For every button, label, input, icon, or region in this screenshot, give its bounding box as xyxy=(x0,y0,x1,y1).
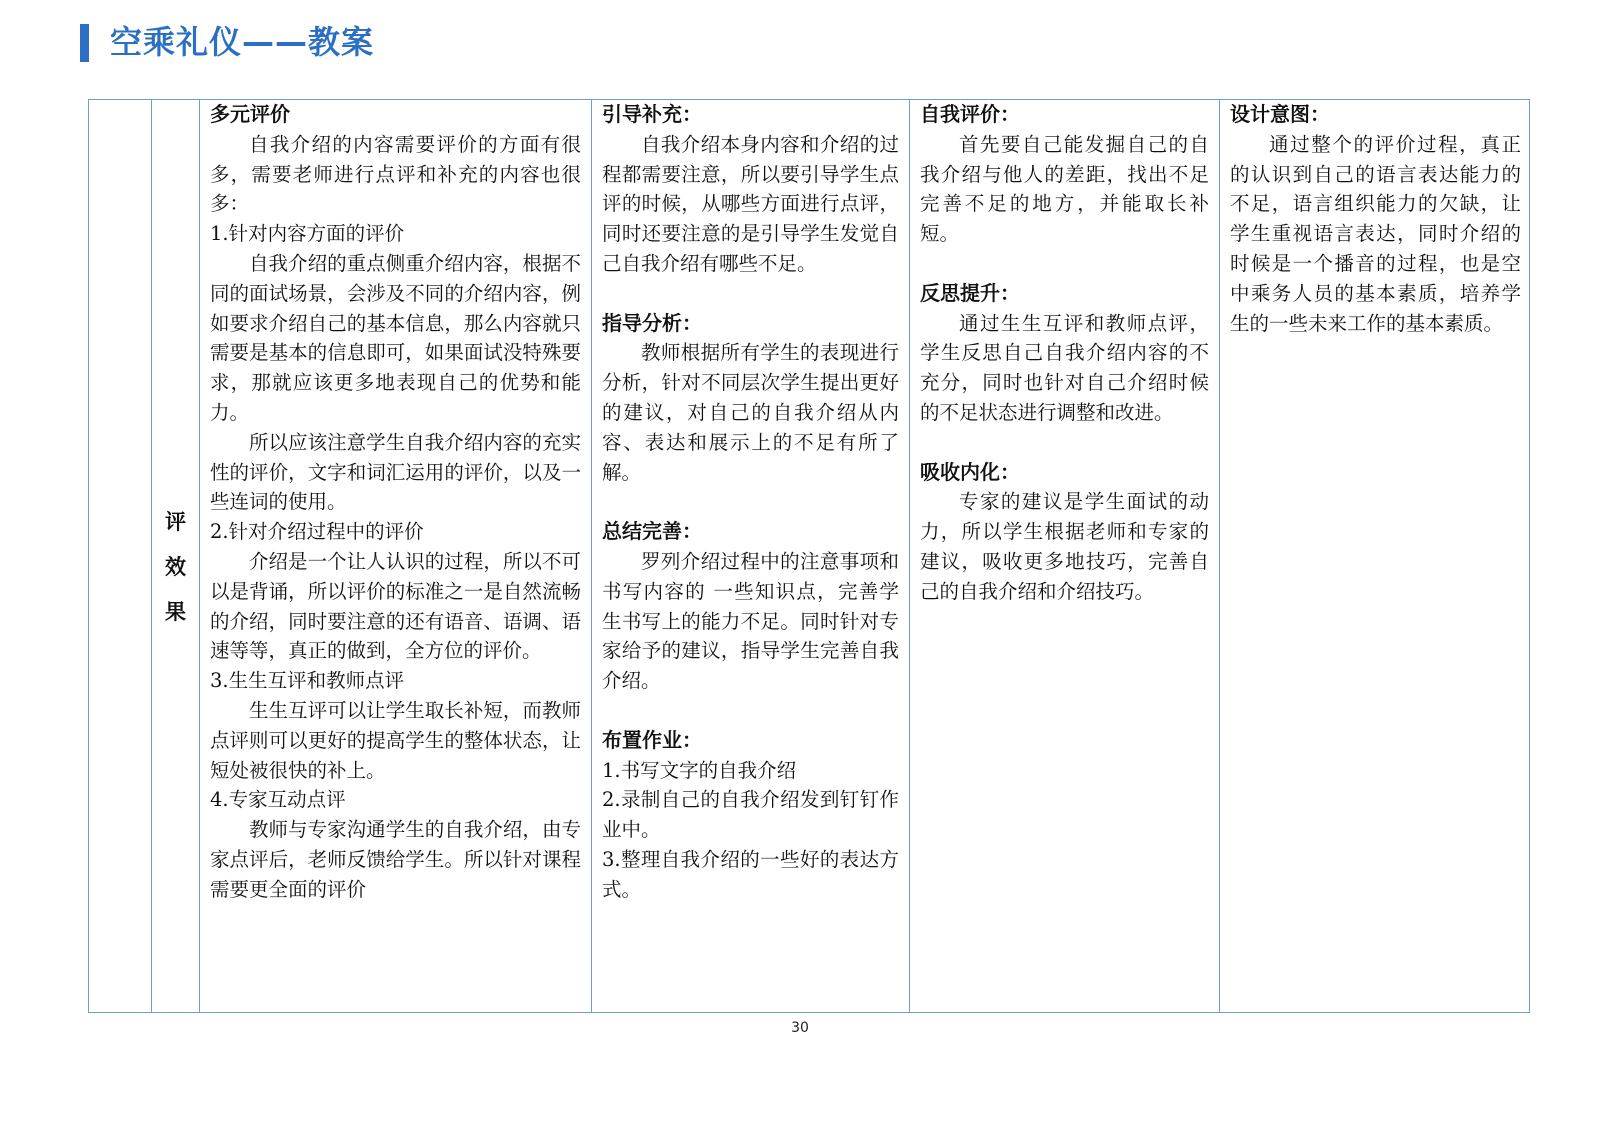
row-label-char: 效 xyxy=(165,555,186,579)
student-block xyxy=(920,279,1209,428)
section-title: 1.针对内容方面的评价 xyxy=(210,222,405,246)
student-activity-column xyxy=(909,100,1219,1012)
block-text: 首先要自己能发掘自己的自我介绍与他人的差距，找出不足完善不足的地方，并能取长补短。 xyxy=(920,132,1209,246)
lesson-plan-table xyxy=(88,99,1530,1013)
row-label-char: 果 xyxy=(165,600,186,624)
homework-block xyxy=(602,726,899,905)
block-heading: 布置作业： xyxy=(602,727,702,752)
section-title: 3.生生互评和教师点评 xyxy=(210,669,405,693)
block-heading: 总结完善： xyxy=(602,519,702,544)
section-paragraph: 所以应该注意学生自我介绍内容的充实性的评价，文字和词汇运用的评价，以及一些连词的使用。 xyxy=(210,430,581,514)
blank-column xyxy=(89,100,151,1012)
block-text: 通过生生互评和教师点评，学生反思自己自我介绍内容的不充分，同时也针对自己介绍时候的不足状态进行调整和改进。 xyxy=(920,311,1209,424)
homework-item: 1.书写文字的自我介绍 xyxy=(602,758,797,782)
design-intent-cell xyxy=(1230,100,1521,338)
student-block xyxy=(920,458,1209,607)
section-paragraph: 教师与专家沟通学生的自我介绍，由专家点评后，老师反馈给学生。所以针对课程需要更全面的评价 xyxy=(210,818,581,901)
block-heading: 反思提升： xyxy=(920,280,1020,305)
homework-item: 2.录制自己的自我介绍发到钉钉作业中。 xyxy=(602,788,899,842)
page-title: 空乘礼仪——教案 xyxy=(110,23,375,61)
block-heading: 引导补充： xyxy=(602,102,702,126)
guidance-block xyxy=(602,100,899,279)
row-label-char: 评 xyxy=(165,510,186,534)
student-activity-cell xyxy=(920,100,1209,607)
section-paragraph: 生生互评可以让学生取长补短，而教师点评则可以更好的提高学生的整体状态，让短处被很快的补上。 xyxy=(210,698,581,782)
block-text: 教师根据所有学生的表现进行分析，针对不同层次学生提出更好的建议，对自己的自我介绍从内容、表达和展示上的不足有所了解。 xyxy=(602,341,899,484)
block-text: 罗列介绍过程中的注意事项和书写内容的 一些知识点，完善学生书写上的能力不足。同时针对专家给予的建议，指导学生完善自我介绍。 xyxy=(602,549,899,693)
block-heading: 自我评价： xyxy=(920,102,1020,126)
section-paragraph: 介绍是一个让人认识的过程，所以不可以是背诵，所以评价的标准之一是自然流畅的介绍，同时要注意的还有语音、语调、语速等等，真正的做到，全方位的评价。 xyxy=(210,549,581,663)
guidance-block xyxy=(602,309,899,488)
teacher-activity-column xyxy=(199,100,591,1012)
page-number: 30 xyxy=(791,1020,809,1036)
guidance-cell xyxy=(602,100,899,905)
teacher-activity-cell xyxy=(210,100,581,905)
section-title: 4.专家互动点评 xyxy=(210,788,346,812)
block-heading: 指导分析： xyxy=(602,310,702,335)
block-text: 通过整个的评价过程，真正的认识到自己的语言表达能力的不足，语言组织能力的欠缺，让学生重视语言表达，同时介绍的时候是一个播音的过程，也是空中乘务人员的基本素质，培养学生的一些未来工作的基本素质。 xyxy=(1230,132,1521,335)
block-heading: 吸收内化： xyxy=(920,459,1020,484)
column-heading: 多元评价 xyxy=(210,102,290,126)
header-accent-bar xyxy=(80,24,89,62)
design-intent-column xyxy=(1219,100,1531,1012)
block-text: 专家的建议是学生面试的动力，所以学生根据老师和专家的建议，吸收更多地技巧，完善自己的自我介绍和介绍技巧。 xyxy=(920,490,1209,603)
block-text: 自我介绍本身内容和介绍的过程都需要注意，所以要引导学生点评的时候，从哪些方面进行点评，同时还要注意的是引导学生发觉自己自我介绍有哪些不足。 xyxy=(602,132,899,275)
section-paragraph: 自我介绍的重点侧重介绍内容，根据不同的面试场景，会涉及不同的介绍内容，例如要求介绍自己的基本信息，那么内容就只需要是基本的信息即可，如果面试没特殊要求，那就应该更多地表现自己的优势和能力。 xyxy=(210,251,581,424)
guidance-block xyxy=(602,517,899,696)
block-heading: 设计意图： xyxy=(1230,102,1330,126)
homework-item: 3.整理自我介绍的一些好的表达方式。 xyxy=(602,847,899,901)
row-label xyxy=(152,500,199,635)
guidance-column xyxy=(591,100,909,1012)
row-label-column xyxy=(151,100,199,1012)
section-title: 2.针对介绍过程中的评价 xyxy=(210,520,424,544)
intro-paragraph: 自我介绍的内容需要评价的方面有很多，需要老师进行点评和补充的内容也很多： xyxy=(210,132,581,216)
student-block xyxy=(920,100,1209,249)
